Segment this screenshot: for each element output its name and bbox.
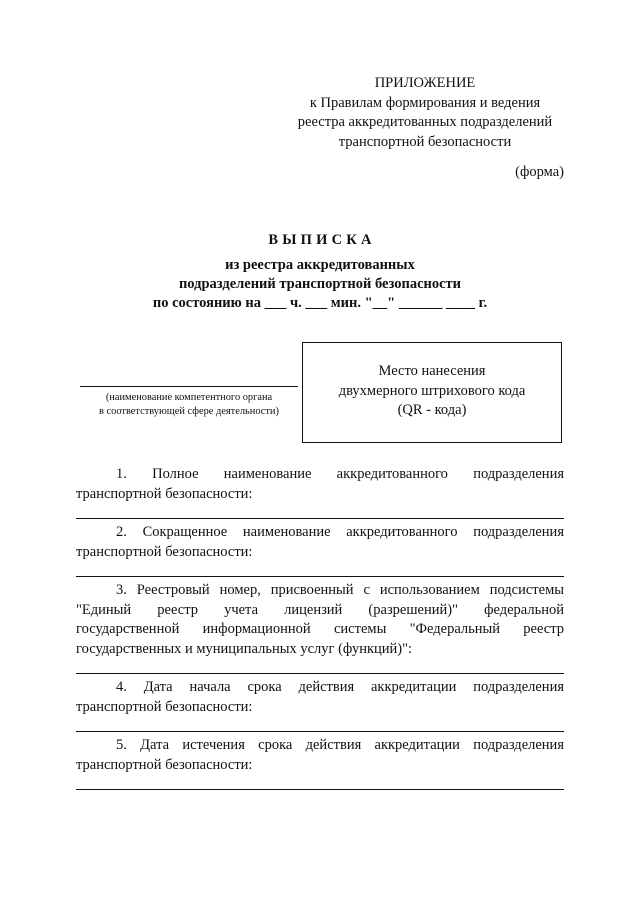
item-text: государственных и муниципальных услуг (функций)": bbox=[76, 640, 413, 657]
item-text: транспортной безопасности: bbox=[76, 698, 253, 715]
appendix-title: ПРИЛОЖЕНИЕ bbox=[374, 75, 476, 91]
qr-caption: Место нанесения bbox=[378, 363, 486, 379]
authority-caption: (наименование компетентного органа bbox=[105, 392, 273, 403]
item-text: 2. Сокращенное наименование аккредитованного подразделения bbox=[116, 524, 564, 540]
subtitle-line: из реестра аккредитованных bbox=[225, 257, 415, 273]
subtitle-date-line: по состоянию на ___ ч. ___ мин. "__" ______ ____ г. bbox=[152, 295, 488, 311]
item-text: 4. Дата начала срока действия аккредитации подразделения bbox=[116, 679, 564, 695]
appendix-header bbox=[280, 74, 570, 152]
answer-line-1[interactable] bbox=[76, 518, 564, 519]
item-text: транспортной безопасности: bbox=[76, 543, 253, 560]
qr-caption: двухмерного штрихового кода bbox=[338, 382, 526, 399]
answer-line-5[interactable] bbox=[76, 789, 564, 790]
form-item-2 bbox=[76, 523, 564, 562]
item-text: транспортной безопасности: bbox=[76, 756, 253, 773]
authority-signature-field bbox=[80, 386, 298, 418]
appendix-line: реестра аккредитованных подразделений bbox=[297, 114, 553, 130]
document-subtitle bbox=[120, 256, 520, 313]
answer-line-4[interactable] bbox=[76, 731, 564, 732]
item-text: 1. Полное наименование аккредитованного подразделения bbox=[116, 466, 564, 482]
item-text: 5. Дата истечения срока действия аккредитации подразделения bbox=[116, 737, 564, 753]
form-item-3 bbox=[76, 581, 564, 659]
authority-caption: в соответствующей сфере деятельности) bbox=[99, 405, 279, 417]
subtitle-line: подразделений транспортной безопасности bbox=[178, 276, 462, 292]
form-label: (форма) bbox=[515, 164, 564, 180]
item-text: государственной информационной системы "Федеральный реестр bbox=[76, 621, 564, 637]
form-item-1 bbox=[76, 465, 564, 504]
appendix-line: транспортной безопасности bbox=[338, 133, 512, 150]
document-title: ВЫПИСКА bbox=[268, 232, 376, 248]
item-text: "Единый реестр учета лицензий (разрешений)" федеральной bbox=[76, 601, 564, 618]
qr-caption: (QR - кода) bbox=[397, 402, 467, 418]
item-text: 3. Реестровый номер, присвоенный с использованием подсистемы bbox=[116, 582, 564, 598]
form-item-5 bbox=[76, 736, 564, 775]
qr-code-placeholder bbox=[302, 342, 562, 443]
form-item-4 bbox=[76, 678, 564, 717]
answer-line-3[interactable] bbox=[76, 673, 564, 674]
answer-line-2[interactable] bbox=[76, 576, 564, 577]
appendix-line: к Правилам формирования и ведения bbox=[309, 94, 541, 111]
item-text: транспортной безопасности: bbox=[76, 485, 253, 502]
